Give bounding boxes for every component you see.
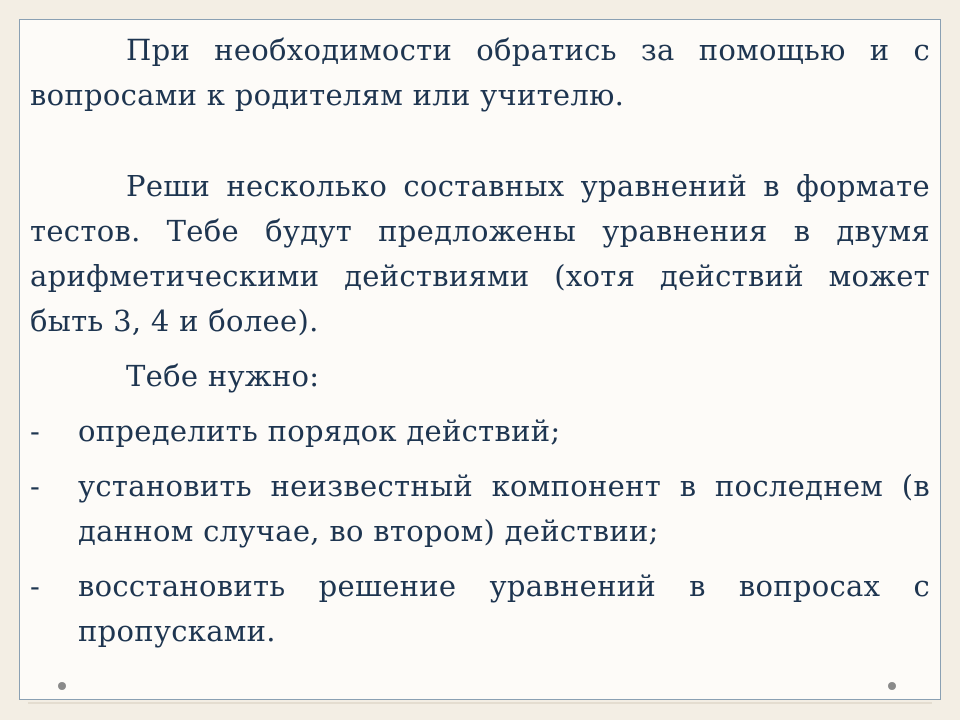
steps-list xyxy=(30,409,930,654)
paragraph-need: Тебе нужно: xyxy=(126,359,320,393)
bullet-marker: - xyxy=(30,414,41,448)
list-item xyxy=(30,464,930,554)
bottom-rule xyxy=(28,702,932,704)
corner-dot-left xyxy=(58,682,66,690)
list-item xyxy=(30,409,930,454)
bullet-marker: - xyxy=(30,469,41,503)
list-item-text: восстановить решение уравнений в вопросах с пропусками. xyxy=(78,569,930,648)
list-item-text: установить неизвестный компонент в последнем (в данном случае, во втором) действии; xyxy=(78,469,930,548)
bullet-marker: - xyxy=(30,569,41,603)
corner-dot-right xyxy=(888,682,896,690)
list-item-text: определить порядок действий; xyxy=(78,414,561,448)
slide-text-area xyxy=(30,28,930,664)
list-item xyxy=(30,564,930,654)
paragraph-help: При необходимости обратись за помощью и с вопросами к родителям или учителю. xyxy=(30,33,930,112)
paragraph-task: Реши несколько составных уравнений в формате тестов. Тебе будут предложены уравнения в двумя арифметическими действиями (хотя действий может быть 3, 4 и более). xyxy=(30,169,930,338)
